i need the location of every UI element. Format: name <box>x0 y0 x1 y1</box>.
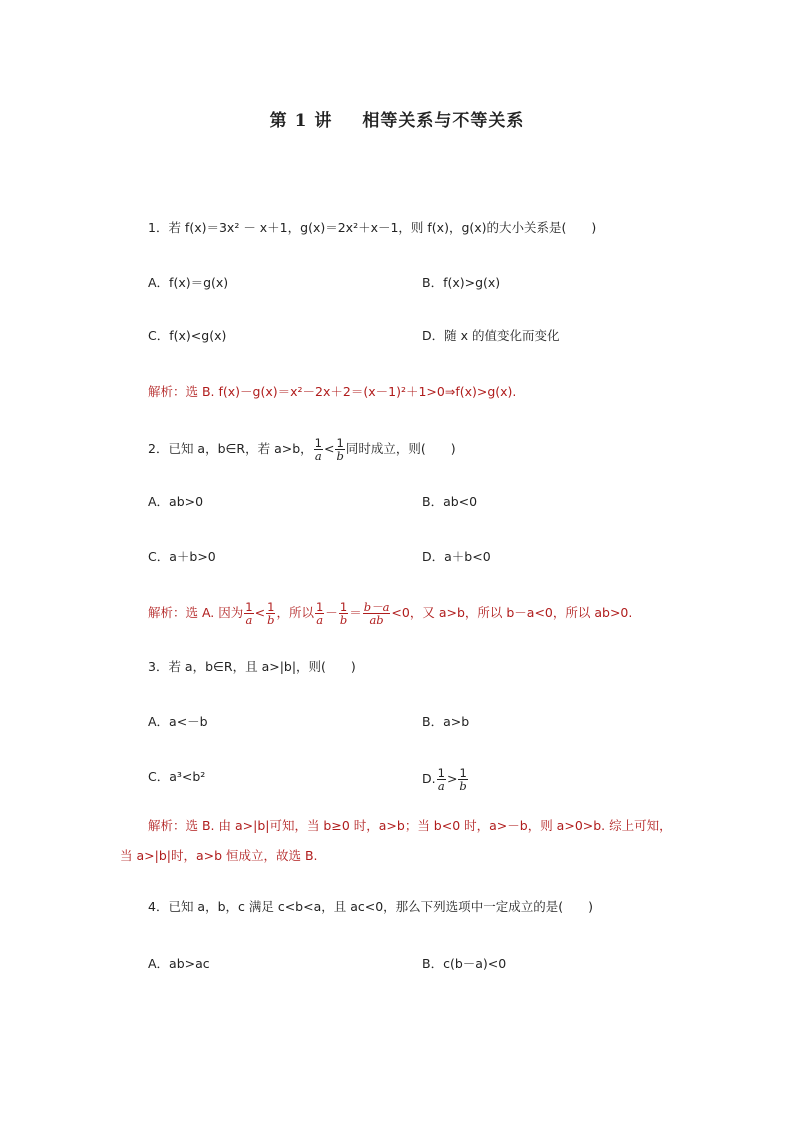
q2-option-c: C．a＋b>0 <box>148 549 216 564</box>
denominator: ab <box>369 613 384 627</box>
fraction-1-over-a <box>314 437 323 462</box>
denominator: b <box>459 779 467 793</box>
q2-solution <box>148 601 632 626</box>
numerator: 1 <box>437 766 445 780</box>
numerator: 1 <box>245 600 253 614</box>
fraction-1-over-a <box>437 767 446 792</box>
q2-stem-tail: 同时成立，则( ) <box>345 441 456 456</box>
q2-stem <box>148 437 456 462</box>
q3-solution-line-2: 当 a>|b|时，a>b 恒成立，故选 B. <box>120 848 318 863</box>
denominator: b <box>339 613 348 627</box>
numerator: b－a <box>363 600 390 614</box>
q2-stem-text: 2．已知 a，b∈R，若 a>b， <box>148 441 313 456</box>
q4-stem: 4．已知 a，b，c 满足 c<b<a，且 ac<0，那么下列选项中一定成立的是( ) <box>148 899 593 914</box>
numerator: 1 <box>315 600 324 614</box>
less-than: < <box>254 605 266 620</box>
minus-sign: － <box>325 605 338 620</box>
fraction-1-over-a <box>244 601 253 626</box>
denominator: a <box>245 613 253 627</box>
q1-option-b: B．f(x)>g(x) <box>422 275 501 290</box>
lecture-number: 第 1 讲 <box>269 111 333 131</box>
q1-option-a: A．f(x)＝g(x) <box>148 275 229 290</box>
numerator: 1 <box>267 600 275 614</box>
denominator: b <box>267 613 275 627</box>
q2-solution-text: ，所以 <box>276 605 314 620</box>
page-title <box>0 106 794 131</box>
q3-option-a: A．a<－b <box>148 714 208 729</box>
fraction-1-over-a <box>315 601 324 626</box>
equals-sign: ＝ <box>349 605 362 620</box>
q1-option-c: C．f(x)<g(x) <box>148 328 227 343</box>
fraction-1-over-b <box>266 601 275 626</box>
numerator: 1 <box>336 436 344 450</box>
q1-stem: 1．若 f(x)＝3x² － x＋1，g(x)＝2x²＋x－1，则 f(x)，g(x)的大小关系是( ) <box>148 220 597 235</box>
fraction-1-over-b <box>458 767 467 792</box>
q4-option-a: A．ab>ac <box>148 956 210 971</box>
q2-option-a: A．ab>0 <box>148 494 204 509</box>
q2-solution-tail: <0，又 a>b，所以 b－a<0，所以 ab>0. <box>391 605 633 620</box>
fraction-b-minus-a-over-ab <box>363 601 391 626</box>
denominator: a <box>316 613 324 627</box>
q2-option-d: D．a＋b<0 <box>422 549 491 564</box>
less-than: < <box>323 441 335 456</box>
q3-option-c: C．a³<b² <box>148 769 206 784</box>
q3-option-b: B．a>b <box>422 714 470 729</box>
q3-solution-line-1: 解析：选 B. 由 a>|b|可知，当 b≥0 时，a>b；当 b<0 时，a>－b，则 a>0>b. 综上可知， <box>148 818 672 833</box>
fraction-1-over-b <box>339 601 348 626</box>
q1-solution: 解析：选 B. f(x)－g(x)＝x²－2x＋2＝(x－1)²＋1>0⇒f(x)>g(x). <box>148 384 517 399</box>
denominator: a <box>314 449 322 463</box>
option-label: D. <box>422 771 436 786</box>
q3-option-d <box>422 767 469 792</box>
numerator: 1 <box>339 600 348 614</box>
greater-than: > <box>446 771 458 786</box>
q4-option-b: B．c(b－a)<0 <box>422 956 507 971</box>
numerator: 1 <box>314 436 322 450</box>
fraction-1-over-b <box>335 437 344 462</box>
q2-option-b: B．ab<0 <box>422 494 478 509</box>
q2-solution-text: 解析：选 A. 因为 <box>148 605 244 620</box>
denominator: b <box>336 449 344 463</box>
lecture-topic: 相等关系与不等关系 <box>362 111 525 131</box>
q1-option-d: D．随 x 的值变化而变化 <box>422 328 560 343</box>
numerator: 1 <box>459 766 467 780</box>
q3-stem: 3．若 a，b∈R，且 a>|b|，则( ) <box>148 659 356 674</box>
denominator: a <box>437 779 445 793</box>
